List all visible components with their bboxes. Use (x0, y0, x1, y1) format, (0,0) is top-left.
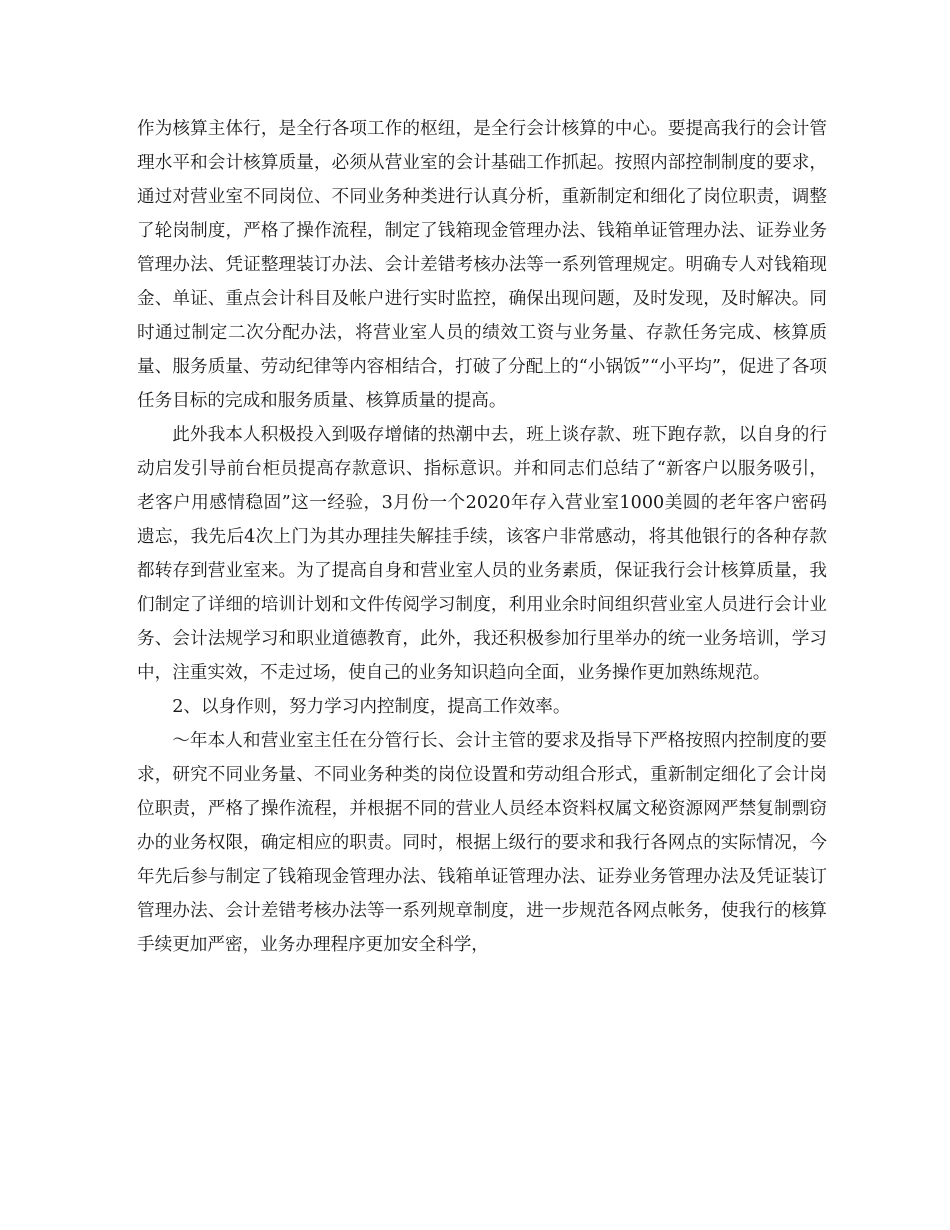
paragraph-1: 作为核算主体行，是全行各项工作的枢纽，是全行会计核算的中心。要提高我行的会计管理水平和会计核算质量，必须从营业室的会计基础工作抓起。按照内部控制制度的要求，通过对营业室不同岗位、不同业务种类进行认真分析，重新制定和细化了岗位职责，调整了轮岗制度，严格了操作流程，制定了钱箱现金管理办法、钱箱单证管理办法、证券业务管理办法、凭证整理装订办法、会计差错考核办法等一系列管理规定。明确专人对钱箱现金、单证、重点会计科目及帐户进行实时监控，确保出现问题，及时发现，及时解决。同时通过制定二次分配办法，将营业室人员的绩效工资与业务量、存款任务完成、核算质量、服务质量、劳动纪律等内容相结合，打破了分配上的“小锅饭”“小平均”，促进了各项任务目标的完成和服务质量、核算质量的提高。 (137, 119, 827, 411)
paragraph-3: ～年本人和营业室主任在分管行长、会计主管的要求及指导下严格按照内控制度的要求，研究不同业务量、不同业务种类的岗位设置和劳动组合形式，重新制定细化了会计岗位职责，严格了操作流程，并根据不同的营业人员经本资料权属文秘资源网严禁复制剽窃办的业务权限，确定相应的职责。同时，根据上级行的要求和我行各网点的实际情况，今年先后参与制定了钱箱现金管理办法、钱箱单证管理办法、证券业务管理办法及凭证装订管理办法、会计差错考核办法等一系列规章制度，进一步规范各网点帐务，使我行的核算手续更加严密，业务办理程序更加安全科学， (137, 731, 827, 955)
section-heading-2: 2、以身作则，努力学习内控制度，提高工作效率。 (172, 697, 571, 717)
paragraph-2: 此外我本人积极投入到吸存增储的热潮中去，班上谈存款、班下跑存款，以自身的行动启发引导前台柜员提高存款意识、指标意识。并和同志们总结了“新客户以服务吸引，老客户用感情稳固”这一经验，3月份一个2020年存入营业室1000美圆的老年客户密码遗忘，我先后4次上门为其办理挂失解挂手续，该客户非常感动，将其他银行的各种存款都转存到营业室来。为了提高自身和营业室人员的业务素质，保证我行会计核算质量，我们制定了详细的培训计划和文件传阅学习制度，利用业余时间组织营业室人员进行会计业务、会计法规学习和职业道德教育，此外，我还积极参加行里举办的统一业务培训，学习中，注重实效，不走过场，使自己的业务知识趋向全面，业务操作更加熟练规范。 (137, 425, 827, 683)
document-body (137, 112, 827, 962)
